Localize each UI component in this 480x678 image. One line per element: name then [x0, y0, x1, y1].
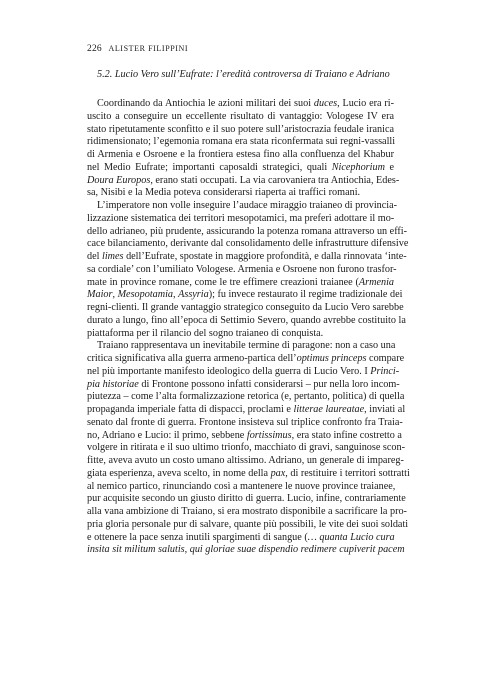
text-line: fitte, aveva avuto un costo umano altissimo. Adriano, un generale di impareg- — [87, 455, 404, 466]
text-line: Doura Europos, erano stati occupati. La via carovaniera tra Antiochia, Edes- — [87, 174, 400, 186]
text-line: del limes dell’Eufrate, spostate in maggiore profondità, e dalla rinnovata ‘inte- — [87, 251, 407, 262]
italic-term: duces — [313, 98, 338, 109]
text-line: L’imperatore non volle inseguire l’audace miraggio traianeo di provincia- — [97, 200, 398, 211]
text-line: mate in province romane, come le tre effimere creazioni traianee (Armenia — [87, 276, 394, 288]
italic-term: Mesopotamia — [117, 289, 174, 301]
text-line: nel più importante manifesto ideologico della guerra di Lucio Vero. I Princi- — [87, 365, 400, 377]
paragraph — [87, 200, 409, 340]
text-line: pia historiae di Frontone possono infatti considerarsi – pur nella loro incom- — [87, 378, 400, 390]
italic-term: pax — [270, 467, 286, 479]
text-line: pur acquisite secondo un giusto diritto di guerra. Lucio, infine, contrariamente — [87, 493, 406, 505]
section-title: 5.2. Lucio Vero sull’Eufrate: l’eredità controversa di Traiano e Adriano — [97, 69, 390, 80]
text-line: regni-clienti. Il grande vantaggio strategico conseguito da Lucio Vero sarebbe — [87, 302, 404, 313]
text-line: di Armenia e Osroene e la frontiera estesa fino alla confluenza del Khabur — [87, 149, 394, 160]
italic-term: limes — [102, 251, 124, 262]
text-line: propaganda imperiale fatta di dispacci, proclami e litterae laureatae, inviati al — [87, 404, 406, 415]
body-text — [87, 98, 410, 557]
text-line: lizzazione sistematica dei territori mesopotamici, ma preferì adottare il mo- — [87, 212, 395, 224]
text-line: Maior, Mesopotamia, Assyria); fu invece restaurato il regime tradizionale dei — [87, 289, 403, 301]
text-line: uscito a conseguire un eccellente risultato di vantaggio: Vologese IV era — [87, 110, 394, 122]
running-head-author: ALISTER FILIPPINI — [108, 44, 189, 53]
text-line: piutezza – come l’alta formalizzazione retorica (e, pertanto, politica) di quella — [87, 391, 405, 403]
text-line: dello adrianeo, più prudente, assicurando la potenza romana attraverso un effi- — [87, 225, 408, 237]
italic-term: Assyria — [178, 289, 209, 301]
text-line: nel Medio Eufrate; importanti caposaldi strategici, quali Nicephorium e — [87, 161, 394, 173]
text-line: ridimensionato; l’egemonia romana era stata riconfermata sui regni-vassalli — [87, 136, 396, 148]
italic-term: Maior — [87, 289, 113, 301]
text-line: al nemico partico, rinunciando così a mantenere le nuove province traianee, — [87, 480, 396, 492]
page-number: 226 — [87, 44, 102, 54]
text-line: pria gloria personale pur di salvare, quante più possibili, le vite dei suoi soldati — [87, 518, 409, 530]
text-line: sa, Nisibi e la Media poteva considerarsi riaperta ai traffici romani. — [87, 187, 361, 199]
text-line: Coordinando da Antiochia le azioni militari dei suoi duces, Lucio era ri- — [97, 98, 394, 109]
text-line: senato dal fronte di guerra. Frontone insisteva sul triplice confronto fra Traia- — [87, 416, 403, 428]
italic-term: pia historiae — [87, 378, 139, 390]
running-head — [87, 44, 188, 54]
text-line: critica significativa alla guerra armeno-partica dell’optimus princeps compare — [87, 353, 405, 364]
paragraph — [87, 98, 400, 200]
text-line: e ottenere la pace senza inutili spargimenti di sangue (… quanta Lucio cura — [87, 531, 395, 543]
italic-term: Princi- — [370, 365, 400, 377]
text-line: stato ripetutamente sconfitto e il suo potere sull’aristocrazia feudale iranica — [87, 123, 394, 135]
italic-term: … quanta Lucio cura — [307, 531, 395, 543]
italic-term: Nicephorium — [331, 161, 385, 173]
text-line: volgere in ritirata e il suo ultimo trionfo, macchiato di gravi, sanguinose scon- — [87, 442, 405, 454]
italic-term: optimus princeps — [296, 353, 367, 364]
text-line: giata esperienza, aveva scelto, in nome della pax, di restituire i territori sottratti — [87, 467, 410, 479]
italic-term: Armenia — [358, 276, 394, 288]
text-line: Traiano rappresentava un inevitabile termine di paragone: non a caso una — [97, 340, 396, 352]
text-line: sa cordiale’ con l’umiliato Vologese. Armenia e Osroene non furono trasfor- — [87, 263, 397, 275]
text-line: cace bilanciamento, derivante dal consolidamento delle infrastrutture difensive — [87, 238, 409, 250]
italic-term: Doura Europos — [87, 174, 151, 186]
text-line: piattaforma per il rilancio del sogno traianeo di conquista. — [87, 327, 324, 339]
italic-term: litterae laureatae — [293, 404, 365, 415]
text-line — [87, 544, 405, 557]
text-line: no, Adriano e Lucio: il primo, sebbene fortissimus, era stato infine costretto a — [87, 429, 402, 441]
text-line: durato a lungo, fino all’epoca di Settimio Severo, quando avrebbe costituito la — [87, 314, 406, 326]
italic-term: insita sit militum salutis, qui gloriae suae dispendio redimere cupiverit pacem — [87, 544, 405, 556]
text-line: alla vana ambizione di Traiano, si era mostrato disponibile a sacrificare la pro- — [87, 506, 407, 517]
paragraph — [87, 340, 410, 557]
italic-term: fortissimus — [246, 429, 292, 441]
